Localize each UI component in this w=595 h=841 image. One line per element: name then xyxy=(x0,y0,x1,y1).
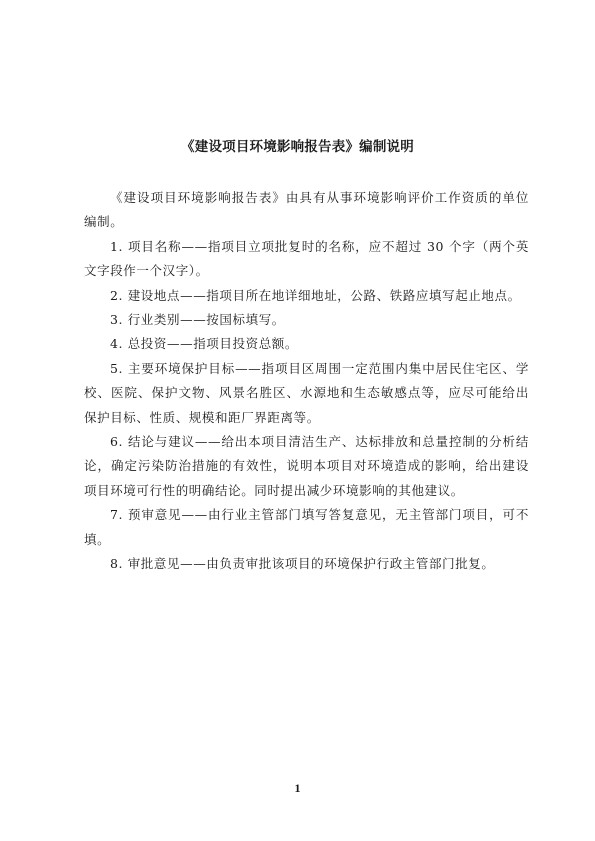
document-title: 《建设项目环境影响报告表》编制说明 xyxy=(181,139,414,155)
paragraph-item-1: 1. 项目名称——指项目立项批复时的名称，应不超过 30 个字（两个英文字段作一个汉字）。 xyxy=(84,238,529,279)
paragraph-item-2: 2. 建设地点——指项目所在地详细地址，公路、铁路应填写起止地点。 xyxy=(110,287,521,303)
paragraph-item-4: 4. 总投资——指项目投资总额。 xyxy=(110,336,299,352)
paragraph-item-3: 3. 行业类别——按国标填写。 xyxy=(110,312,285,328)
paragraph-item-7: 7. 预审意见——由行业主管部门填写答复意见，无主管部门项目，可不填。 xyxy=(84,507,529,547)
paragraph-item-6: 6. 结论与建议——给出本项目清洁生产、达标排放和总量控制的分析结论，确定污染防治措施的有效性，说明本项目对环境造成的影响，给出建设项目环境可行性的明确结论。同时提出减少环境影响的其他建议。 xyxy=(84,434,529,498)
paragraph-item-8: 8. 审批意见——由负责审批该项目的环境保护行政主管部门批复。 xyxy=(110,556,495,572)
paragraph-intro: 《建设项目环境影响报告表》由具有从事环境影响评价工作资质的单位编制。 xyxy=(84,190,529,230)
paragraph-item-5: 5. 主要环境保护目标——指项目区周围一定范围内集中居民住宅区、学校、医院、保护文物、风景名胜区、水源地和生态敏感点等，应尽可能给出保护目标、性质、规模和距厂界距离等。 xyxy=(84,360,529,425)
document-body xyxy=(84,186,529,577)
page-number: 1 xyxy=(294,781,301,795)
